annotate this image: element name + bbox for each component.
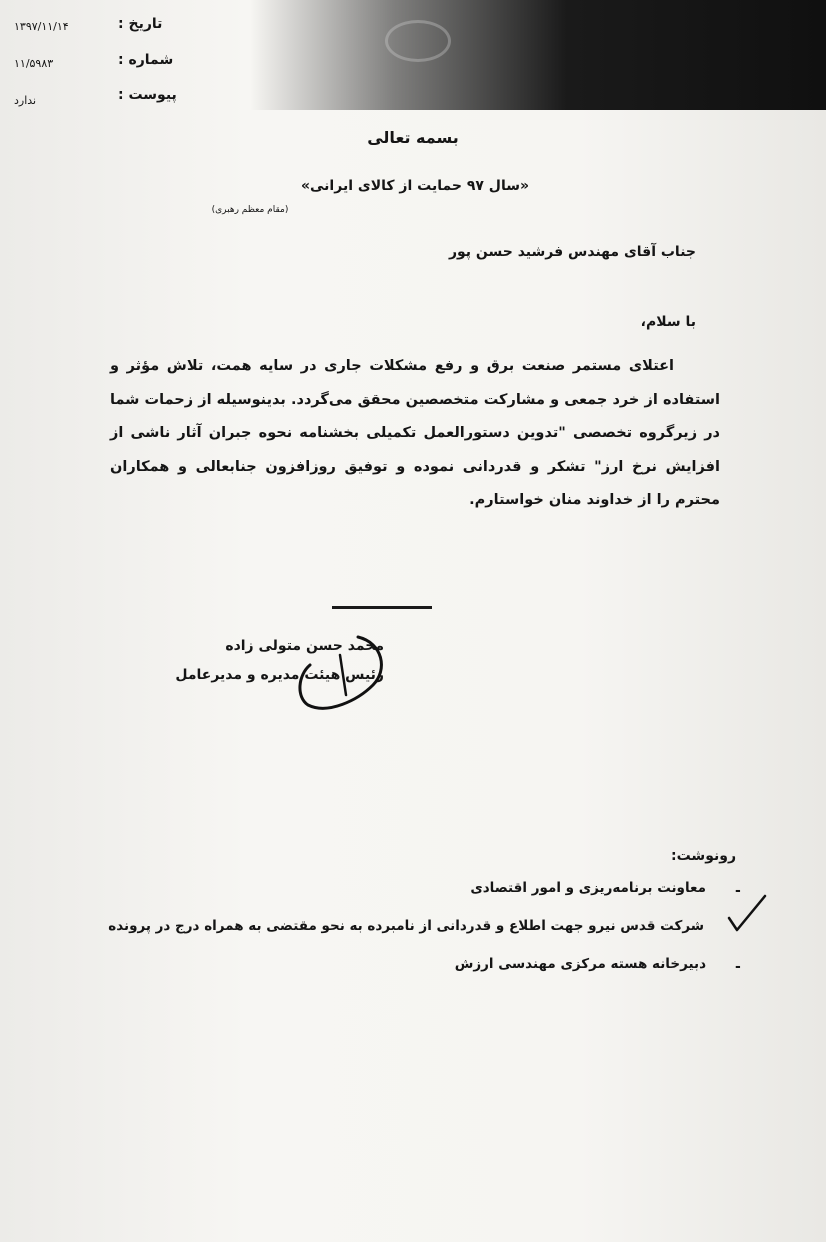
year-slogan: «سال ۹۷ حمایت از کالای ایرانی» (300, 178, 530, 194)
number-value: ۱۱/۵۹۸۳ (14, 57, 54, 70)
addressee: جناب آقای مهندس فرشید حسن پور (448, 244, 696, 260)
signer-title: رئیس هیئت مدیره و مدیرعامل (175, 667, 384, 683)
checkmark-icon (725, 890, 770, 935)
date-label: تاریخ : (118, 16, 163, 32)
attachment-label: پیوست : (118, 87, 177, 103)
slogan-source: (مقام معظم رهبری) (211, 205, 289, 215)
cc-dash-1: - (735, 883, 741, 899)
signature-line (332, 606, 432, 609)
salutation: با سلام، (640, 314, 696, 330)
attachment-value: ندارد (14, 94, 37, 107)
company-logo-icon (385, 20, 451, 62)
invocation-title: بسمه تعالی (367, 128, 459, 147)
cc-item: دبیرخانه هسته مرکزی مهندسی ارزش (454, 956, 706, 972)
cc-item: شرکت قدس نیرو جهت اطلاع و قدردانی از نامبرده به نحو مقتضی به همراه درج در پرونده (108, 918, 704, 934)
cc-title: رونوشت: (671, 848, 736, 864)
date-value: ۱۳۹۷/۱۱/۱۴ (14, 20, 69, 33)
number-label: شماره : (118, 52, 174, 68)
body-paragraph: اعتلای مستمر صنعت برق و رفع مشکلات جاری در سایه همت، تلاش مؤثر و استفاده از خرد جمعی و مشارکت متخصصین محقق می‌گردد. بدینوسیله از زحمات شما در زیرگروه تخصصی "تدوین دستورالعمل تکمیلی بخشنامه نحوه جبران آثار ناشی از افزایش نرخ ارز" تشکر و قدردانی نموده و توفیق روزافزون جنابعالی و همکاران محترم را از خداوند منان خواستارم. (110, 358, 720, 508)
letterhead-band (250, 0, 826, 110)
letter-body (110, 350, 720, 518)
cc-item: معاونت برنامه‌ریزی و امور اقتصادی (470, 880, 706, 896)
cc-dash-3: - (735, 959, 741, 975)
signer-name: محمد حسن متولی زاده (225, 638, 384, 654)
